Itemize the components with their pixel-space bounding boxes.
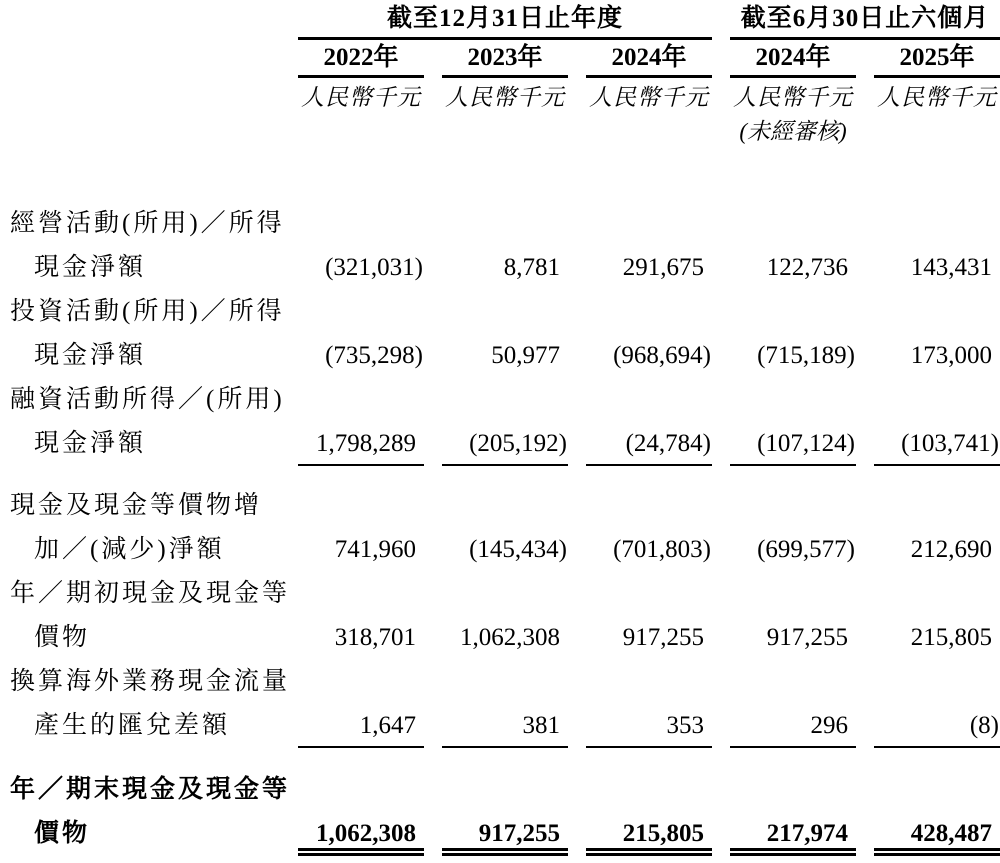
row-operating-activities — [0, 202, 1000, 246]
column-group-annual: 截至12月31日止年度 — [298, 1, 712, 40]
row-investing-activities-values — [0, 334, 1000, 378]
value-2025-interim: 428,487 — [874, 812, 1000, 856]
row-operating-activities-values — [0, 246, 1000, 290]
unit-label: 人民幣千元 — [301, 85, 421, 110]
row-label-cont: 價物 — [34, 820, 91, 847]
row-label: 投資活動(所用)／所得 — [10, 298, 285, 325]
row-label-cont: 現金淨額 — [34, 430, 147, 457]
unit-label: 人民幣千元 — [877, 85, 997, 110]
header-group-row — [0, 0, 1000, 40]
row-label-cont: 加／(減少)淨額 — [34, 536, 225, 563]
row-label: 年／期末現金及現金等 — [10, 776, 291, 803]
value-2023: 8,781 — [503, 254, 560, 281]
row-label: 融資活動所得／(所用) — [10, 386, 285, 413]
value-2024: 291,675 — [622, 254, 704, 281]
value-2024-interim: 217,974 — [730, 812, 856, 856]
header-unit-row — [0, 78, 1000, 116]
section-gap — [0, 748, 1000, 768]
value-2022: 318,701 — [334, 624, 416, 651]
section-gap — [0, 466, 1000, 484]
year-2025-interim-header: 2025年 — [874, 41, 1000, 78]
row-label: 現金及現金等價物增 — [10, 492, 263, 519]
value-2024: 917,255 — [622, 624, 704, 651]
value-2024: (24,784) — [586, 422, 712, 466]
value-2024: 215,805 — [586, 812, 712, 856]
value-2022: (735,298) — [325, 342, 423, 369]
value-2023: 381 — [442, 704, 568, 748]
value-2022: 1,647 — [298, 704, 424, 748]
year-2024-header: 2024年 — [586, 41, 712, 78]
row-net-change-in-cash — [0, 484, 1000, 528]
row-label-cont: 現金淨額 — [34, 254, 147, 281]
value-2025-interim: 212,690 — [910, 536, 992, 563]
value-2022: (321,031) — [325, 254, 423, 281]
row-cash-at-beginning-values — [0, 616, 1000, 660]
row-cash-at-end — [0, 768, 1000, 812]
value-2022: 1,798,289 — [298, 422, 424, 466]
unit-label: 人民幣千元 — [445, 85, 565, 110]
value-2025-interim: 143,431 — [910, 254, 992, 281]
year-2023-header: 2023年 — [442, 41, 568, 78]
row-financing-activities — [0, 378, 1000, 422]
row-fx-differences-values — [0, 704, 1000, 748]
value-2024-interim: 296 — [730, 704, 856, 748]
year-2024-interim-header: 2024年 — [730, 41, 856, 78]
value-2024-interim: 917,255 — [766, 624, 848, 651]
value-2022: 1,062,308 — [298, 812, 424, 856]
row-label: 年／期初現金及現金等 — [10, 580, 291, 607]
header-year-row — [0, 40, 1000, 78]
row-cash-at-beginning — [0, 572, 1000, 616]
row-label-cont: 產生的匯兌差額 — [34, 712, 231, 739]
row-label: 換算海外業務現金流量 — [10, 668, 291, 695]
row-label: 經營活動(所用)／所得 — [10, 210, 285, 237]
value-2024-interim: (699,577) — [757, 536, 855, 563]
value-2025-interim: (103,741) — [874, 422, 1000, 466]
row-fx-differences — [0, 660, 1000, 704]
value-2025-interim: (8) — [874, 704, 1000, 748]
header-note-row — [0, 116, 1000, 152]
value-2023: 50,977 — [491, 342, 560, 369]
row-financing-activities-values — [0, 422, 1000, 466]
row-cash-at-end-values — [0, 812, 1000, 856]
value-2024: (701,803) — [613, 536, 711, 563]
row-label-cont: 價物 — [34, 624, 91, 651]
value-2024-interim: (107,124) — [730, 422, 856, 466]
value-2023: 1,062,308 — [460, 624, 560, 651]
row-investing-activities — [0, 290, 1000, 334]
column-group-interim: 截至6月30日止六個月 — [730, 1, 1000, 40]
value-2024-interim: (715,189) — [757, 342, 855, 369]
value-2023: (145,434) — [469, 536, 567, 563]
unit-label: 人民幣千元 — [733, 85, 853, 110]
value-2023: 917,255 — [442, 812, 568, 856]
value-2023: (205,192) — [442, 422, 568, 466]
value-2024-interim: 122,736 — [766, 254, 848, 281]
row-net-change-in-cash-values — [0, 528, 1000, 572]
row-label-cont: 現金淨額 — [34, 342, 147, 369]
value-2025-interim: 215,805 — [910, 624, 992, 651]
header-body-spacer — [0, 152, 1000, 202]
unit-label: 人民幣千元 — [589, 85, 709, 110]
year-2022-header: 2022年 — [298, 41, 424, 78]
value-2025-interim: 173,000 — [910, 342, 992, 369]
value-2024: (968,694) — [613, 342, 711, 369]
unaudited-note: (未經審核) — [739, 119, 847, 144]
value-2022: 741,960 — [334, 536, 416, 563]
value-2024: 353 — [586, 704, 712, 748]
